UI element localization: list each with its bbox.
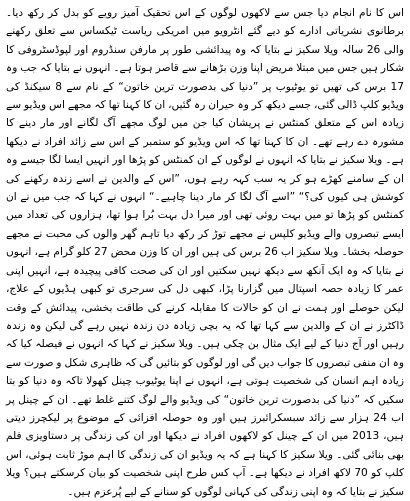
article-body: اس کا نام انجام دیا جس سے لاکھوں لوگوں کے اس تحقیک آمیز رویے کو بدل کر رکھ دیا۔ برطانوی نشریاتی ادارے کو دیے گئے انٹرویو میں امریکی ریاست ٹیکساس سے تعلق رکھنے والی 26 سالہ ویلا سکیز نے بتایا کہ وہ پیدائشی طور پر مارفن سنڈروم اور لپوڈسٹروفی کا شکار ہیں جس میں مبتلا مریض اپنا وزن بڑھانے سے قاصر ہوتا ہے۔ انہوں نے بتایا کہ جب وہ 17 برس کی تھیں تو یوٹیوب پر ”دنیا کی بدصورت ترین خاتون“ کے نام سے 8 سیکنڈ کی ویڈیو کلپ ڈالی گئی، جسے دیکھ کر وہ حیران رہ گئیں، ان کا کہنا تھا کہ مجھے اس ویڈیو سے زیادہ اس کے متعلق کمنٹس نے پریشان کیا جن میں لوگ مجھے آگ لگانے اور مار دینے کا مشورہ دے رہے تھے۔ ان کا کہنا تھا کہ اس ویڈیو کو ستمبر کے اس سے زائد افراد نے دیکھا ہے۔ ویلا سکیز نے بتایا کہ انہوں نے لوگوں کے ان کمنٹس کو پڑھا اور انہیں ایسا لگا جیسے وہ ان کے سامنے کھڑے ہو کر یہ سب کہہ رہے ہوں، ”اس کے والدین نے اسے زندہ رکھنے کی کوشش ہی کیوں کی؟“ ”اسے آگ لگا کر مار دینا چاہیے۔“ انہوں نے کہا کہ جب میں نے ان کمنٹس کو پڑھا تو میں بہت روئی تھی اور میرا دل بہت بُرا ہوا تھا، ہزاروں کی تعداد میں ایسے تبصروں والے ویڈیو کلپس نے مجھے توڑ کر رکھ دیا تاہم گھر والوں کی محبت نے مجھے حوصلہ بخشا۔ ویلا سکیز اب 26 برس کی ہیں اور ان کا وزن محض 27 کلو گرام ہے، انہوں نے بتایا کہ وہ ایک آنکھ سے دیکھ نہیں سکتیں اور ان کی صحت کافی پیچیدہ ہے، انہیں اپنی عمر کا زیادہ حصہ اسپتال میں گزارنا پڑا، کبھی دل کی سرجری تو کبھی ہڈیوں کے علاج، لیکن حوصلے اور ہمت نے ان کو حالات کا مقابلہ کرنے کی طاقت بخشی، پیدائش کے وقت ڈاکٹرز نے ان کے والدین سے کہا تھا کہ یہ بچی زیادہ دن زندہ نہیں رہے گی لیکن وہ زندہ رہیں اور آج دنیا کے لیے ایک مثال بن چکی ہیں۔ ویلا سکیز نے کہا کہ انہوں نے فیصلہ کیا کہ وہ ان منفی تبصروں کا جواب دیں گی اور لوگوں کو بتائیں گی کہ ظاہری شکل و صورت سے زیادہ اہم انسان کی شخصیت ہوتی ہے، انہوں نے اپنا یوٹیوب چینل کھولا تاکہ وہ دنیا کو بتا سکیں کہ ”دنیا کی بدصورت ترین خاتون“ کی ویڈیو والے لوگ کتنے غلط تھے۔ ان کے چینل پر اب 24 ہزار سے زائد سبسکرائبرز ہیں اور وہ حوصلہ افزائی کے موضوع پر لیکچرز دیتی ہیں، 2013 میں ان کے چینل کو لاکھوں افراد نے دیکھا اور ان کی زندگی پر دستاویزی فلم بھی بنائی گئی۔ ویلا سکیز کا کہنا ہے کہ یہ ویڈیو ان کی زندگی کا اہم موڑ ثابت ہوئی، اس کلپ کو 70 لاکھ افراد نے دیکھا ہے۔ آپ کس طرح اپنی شخصیت کو بیان کرسکتے ہیں؟ ویلا سکیز نے بتایا کہ وہ اپنی زندگی کی کہانی لوگوں کو سنانے کے لیے پُرعزم ہیں۔ [6,7,404,498]
